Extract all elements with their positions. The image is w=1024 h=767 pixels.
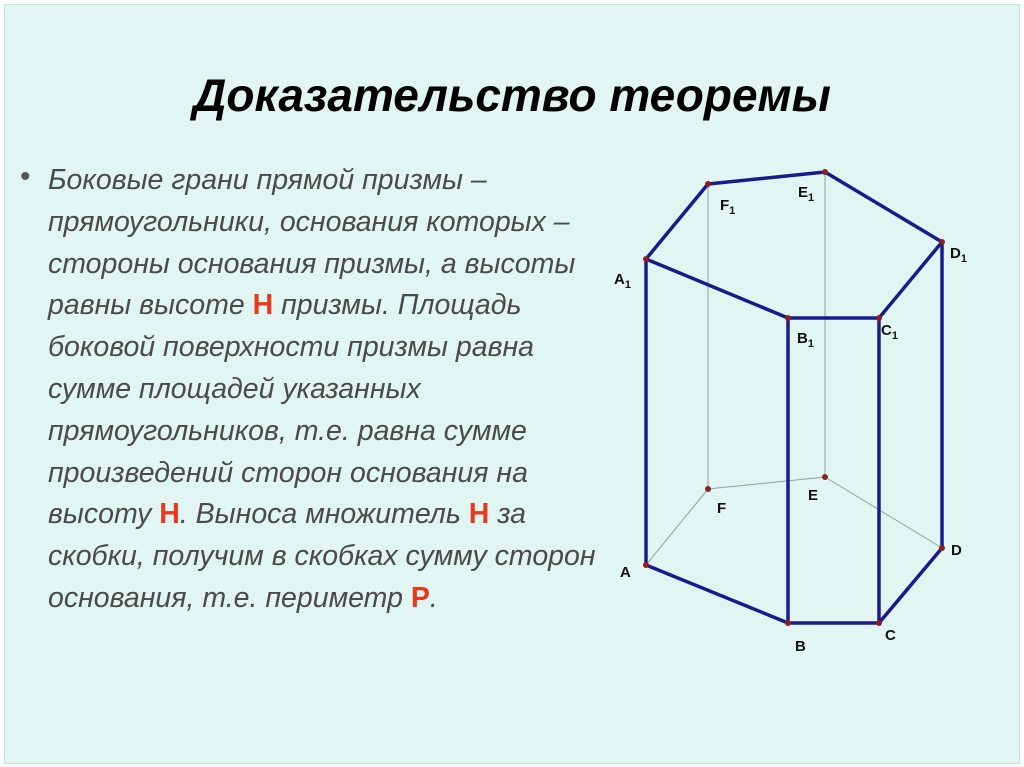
- vertex-letter: E: [798, 184, 809, 201]
- text-run: . Выноса множитель: [179, 498, 469, 531]
- text-run: призмы. Площадь боковой поверхности призмы равна сумме площадей указанных прямоугольников, т.е. равна сумме произведений сторон основания на высоту: [48, 289, 534, 531]
- vertex-point-b1: [785, 315, 791, 321]
- edge-e1-f1: [708, 172, 825, 184]
- vertex-label-c: [885, 627, 896, 644]
- vertex-subscript: 1: [807, 338, 814, 350]
- text-run: .: [429, 581, 438, 614]
- vertex-label-d: [951, 542, 962, 559]
- vertex-letter: E: [808, 487, 819, 504]
- vertex-letter: B: [795, 638, 806, 655]
- vertex-point-c1: [876, 315, 882, 321]
- vertex-subscript: 1: [960, 253, 967, 265]
- vertex-point-f: [705, 486, 711, 492]
- vertex-letter: A: [620, 564, 631, 581]
- vertex-label-d1: [950, 245, 967, 265]
- slide-title: Доказательство теоремы: [193, 69, 831, 121]
- vertex-subscript: 1: [624, 279, 631, 291]
- vertex-point-b: [785, 620, 791, 626]
- vertex-point-f1: [705, 181, 711, 187]
- vertex-point-a1: [643, 256, 649, 262]
- vertex-letter: D: [950, 245, 961, 262]
- vertex-subscript: 1: [808, 192, 815, 204]
- edge-c-d: [879, 548, 942, 623]
- vertex-label-f: [717, 500, 726, 517]
- vertex-point-d: [939, 545, 945, 551]
- accent-symbol: Н: [468, 498, 490, 531]
- edge-a-b: [646, 565, 788, 623]
- text-run: Боковые грани прямой призмы – прямоугольники, основания которых – стороны основания призмы, а высоты равны высоте: [48, 164, 576, 322]
- vertex-label-a1: [614, 271, 631, 291]
- vertex-letter: C: [881, 322, 892, 339]
- vertex-point-c: [876, 620, 882, 626]
- vertex-labels: [614, 184, 967, 655]
- accent-symbol: Н: [252, 289, 274, 322]
- vertex-label-b1: [797, 330, 814, 350]
- vertex-label-e1: [798, 184, 814, 204]
- accent-symbol: Р: [410, 581, 430, 614]
- visible-edges: [646, 172, 942, 623]
- vertex-point-e1: [822, 169, 828, 175]
- hidden-edge-f-a: [646, 489, 708, 565]
- vertex-point-a: [643, 562, 649, 568]
- vertex-subscript: 1: [729, 205, 736, 217]
- vertex-letter: F: [717, 500, 727, 517]
- vertex-letter: C: [885, 627, 896, 644]
- vertex-label-c1: [881, 322, 898, 342]
- vertex-subscript: 1: [891, 330, 898, 342]
- vertex-letter: D: [951, 542, 962, 559]
- text-run: за скобки, получим в скобках сумму сторон основания, т.е. периметр: [48, 498, 596, 614]
- vertex-letter: F: [720, 197, 730, 214]
- bullet-marker: •: [20, 160, 31, 193]
- edge-f1-a1: [646, 184, 708, 259]
- hidden-edges: [646, 172, 942, 565]
- hidden-edge-d-e: [825, 477, 942, 548]
- accent-symbol: Н: [159, 498, 180, 531]
- edge-a1-b1: [646, 259, 788, 318]
- vertex-points: [643, 169, 945, 626]
- vertex-letter: B: [797, 330, 808, 347]
- vertex-point-d1: [939, 239, 945, 245]
- vertex-label-f1: [720, 197, 735, 217]
- vertex-letter: A: [614, 271, 625, 288]
- vertex-point-e: [822, 474, 828, 480]
- vertex-label-a: [620, 564, 631, 581]
- edge-d1-e1: [825, 172, 942, 242]
- edge-c1-d1: [879, 242, 942, 318]
- vertex-label-e: [808, 487, 818, 504]
- vertex-label-b: [795, 638, 806, 655]
